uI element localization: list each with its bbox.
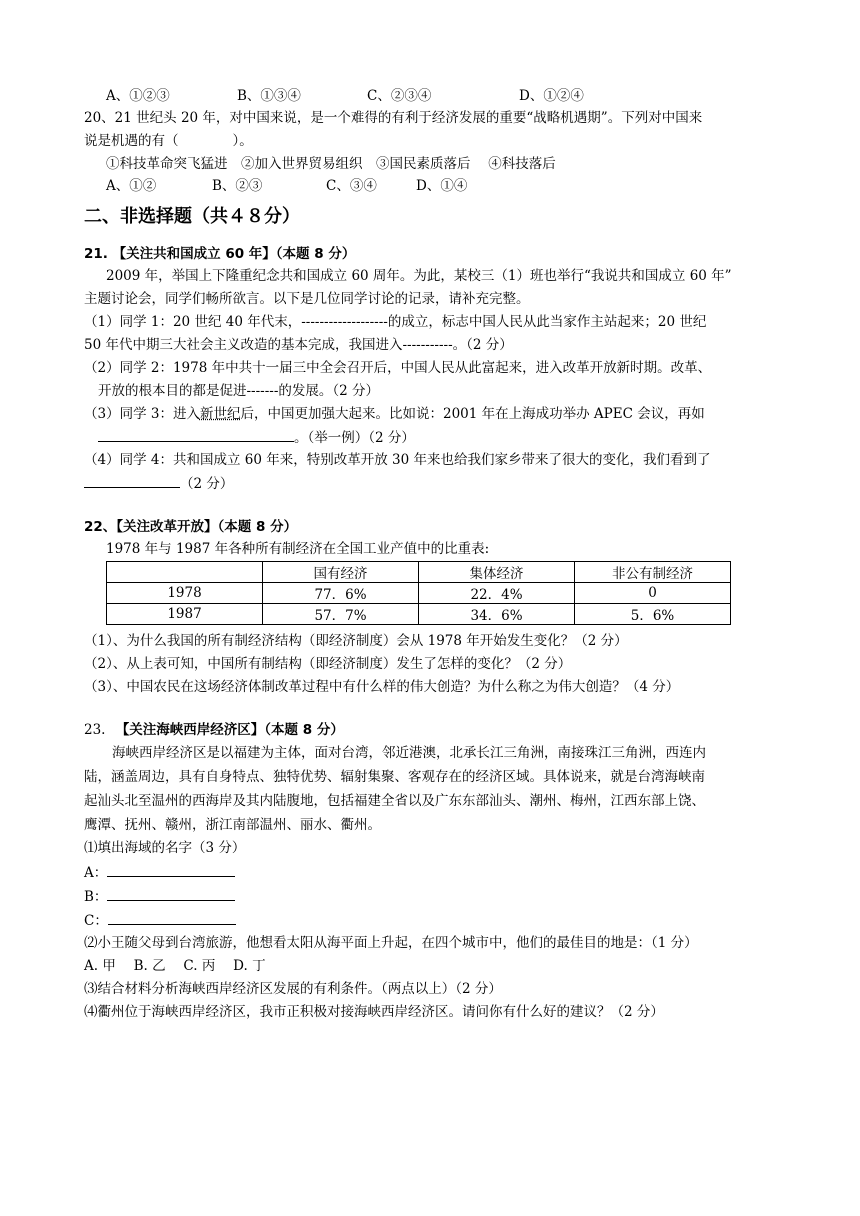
q23-number: 23.	[84, 722, 106, 738]
q21-part4-line1: （4）同学 4：共和国成立 60 年来，特别改革开放 30 年来也给我们家乡带来了很大的变化，我们看到了	[84, 452, 711, 468]
q23-blank-a-label: A：	[84, 865, 108, 881]
q23-para-line4: 鹰潭、抚州、赣州，浙江南部温州、丽水、衢州。	[84, 817, 381, 833]
section-2-title: 二、非选择题（共４８分）	[84, 206, 300, 227]
q23-sub-4: ⑷衢州位于海峡西岸经济区，我市正积极对接海峡西岸经济区。请问你有什么好的建议？（2 分）	[84, 1004, 664, 1020]
q21-part2-line1: （2）同学 2：1978 年中共十一届三中全会召开后，中国人民从此富起来，进入改革开放新时期。改革、	[84, 360, 712, 376]
q20-option-d: D、①④	[416, 178, 468, 194]
q22-table-caption: 1978 年与 1987 年各种所有制经济在全国工业产值中的比重表:	[106, 541, 490, 557]
q20-option-b: B、②③	[212, 178, 263, 194]
table-header-cell: 非公有制经济	[575, 562, 731, 583]
q19-option-b: B、①③④	[237, 88, 301, 104]
table-header-cell: 集体经济	[419, 562, 575, 583]
q20-option-a: A、①②	[106, 178, 157, 194]
q20-line-2: 说是机遇的有（ ）。	[84, 133, 253, 149]
q21-part3-line2-text: 。（举一例）（2 分）	[294, 430, 415, 446]
q20-option-c: C、③④	[326, 178, 377, 194]
q22-title: 22、【关注改革开放】（本题 8 分）	[84, 519, 298, 535]
q23-sub-2-options: A. 甲 B. 乙 C. 丙 D. 丁	[84, 958, 266, 974]
q23-sub-2: ⑵小王随父母到台湾旅游，他想看太阳从海平面上升起，在四个城市中，他们的最佳目的地是：（1 分）	[84, 935, 698, 951]
q23-blank-a[interactable]	[107, 862, 235, 877]
q19-option-d: D、①②④	[519, 88, 584, 104]
q19-option-c: C、②③④	[367, 88, 432, 104]
table-cell: 0	[575, 583, 731, 604]
q21-part3-emphasis: 新世纪	[199, 406, 241, 422]
q23-blank-c-row	[84, 910, 236, 931]
q23-sub-1: ⑴填出海域的名字（3 分）	[84, 840, 246, 856]
table-cell: 34．6%	[419, 604, 575, 625]
table-row	[107, 583, 731, 604]
table-cell: 57．7%	[263, 604, 419, 625]
q23-para-line2: 陆，涵盖周边，具有自身特点、独特优势、辐射集聚、客观存在的经济区域。具体说来，就是台湾海峡南	[84, 769, 705, 785]
q21-title: 21. 【关注共和国成立 60 年】（本题 8 分）	[84, 246, 356, 262]
q19-option-a: A、①②③	[106, 88, 170, 104]
q23-blank-c[interactable]	[108, 910, 236, 925]
table-cell: 1978	[107, 583, 263, 604]
q21-part3-answer-blank[interactable]	[98, 427, 294, 442]
q23-blank-b[interactable]	[107, 886, 235, 901]
q21-part3-line2	[98, 427, 415, 448]
table-cell: 1987	[107, 604, 263, 625]
q23-para-line3: 起汕头北至温州的西海岸及其内陆腹地，包括福建全省以及广东东部汕头、潮州、梅州，江西东部上饶、	[84, 793, 705, 809]
q22-question-3: （3）、中国农民在这场经济体制改革过程中有什么样的伟大创造？为什么称之为伟大创造？（4 分）	[84, 679, 680, 695]
q23-blank-b-row	[84, 886, 235, 907]
q20-items: ①科技革命突飞猛进 ②加入世界贸易组织 ③国民素质落后 ④科技落后	[106, 156, 556, 172]
table-cell: 22．4%	[419, 583, 575, 604]
q23-sub-3: ⑶结合材料分析海峡西岸经济区发展的有利条件。（两点以上）（2 分）	[84, 981, 502, 997]
table-cell: 77．6%	[263, 583, 419, 604]
table-row	[107, 604, 731, 625]
table-header-row	[107, 562, 731, 583]
q21-part3-line1	[84, 404, 705, 424]
q21-intro-2: 主题讨论会，同学们畅所欲言。以下是几位同学讨论的记录，请补充完整。	[84, 291, 530, 307]
q21-part1-line1: （1）同学 1：20 世纪 40 年代末，-------------------的成立，标志中国人民从此当家作主站起来；20 世纪	[84, 314, 707, 330]
q23-title-line	[84, 720, 344, 740]
q21-part3-text-c: 后，中国更加强大起来。比如说：2001 年在上海成功举办 APEC 会议，再如	[240, 406, 705, 422]
q20-line-1: 20、21 世纪头 20 年，对中国来说，是一个难得的有利于经济发展的重要“战略机遇期”。下列对中国来	[84, 110, 703, 126]
q21-intro-1: 2009 年，举国上下隆重纪念共和国成立 60 周年。为此，某校三（1）班也举行“我说共和国成立 60 年”	[106, 268, 732, 284]
q23-blank-b-label: B：	[84, 889, 108, 905]
q21-part1-line2: 50 年代中期三大社会主义改造的基本完成，我国进入-----------。（2 分）	[84, 337, 513, 353]
q21-part4-line2-text: （2 分）	[180, 476, 234, 492]
q23-blank-c-label: C：	[84, 913, 108, 929]
q22-question-2: （2）、从上表可知，中国所有制结构（即经济制度）发生了怎样的变化？（2 分）	[84, 656, 572, 672]
q23-para-line1: 海峡西岸经济区是以福建为主体，面对台湾，邻近港澳，北承长江三角洲，南接珠江三角洲，西连内	[112, 745, 706, 761]
ownership-table	[106, 561, 731, 625]
q23-blank-a-row	[84, 862, 235, 883]
table-header-cell	[107, 562, 263, 583]
table-cell: 5．6%	[575, 604, 731, 625]
q22-question-1: （1）、为什么我国的所有制经济结构（即经济制度）会从 1978 年开始发生变化？（2 分）	[84, 633, 628, 649]
q21-part4-line2	[84, 473, 233, 494]
q23-title: 【关注海峡西岸经济区】（本题 8 分）	[115, 722, 344, 738]
q21-part4-answer-blank[interactable]	[84, 473, 180, 488]
q21-part3-text-a: （3）同学 3：进入	[84, 406, 200, 422]
q21-part2-line2: 开放的根本目的都是促进-------的发展。（2 分）	[98, 383, 380, 399]
table-header-cell: 国有经济	[263, 562, 419, 583]
